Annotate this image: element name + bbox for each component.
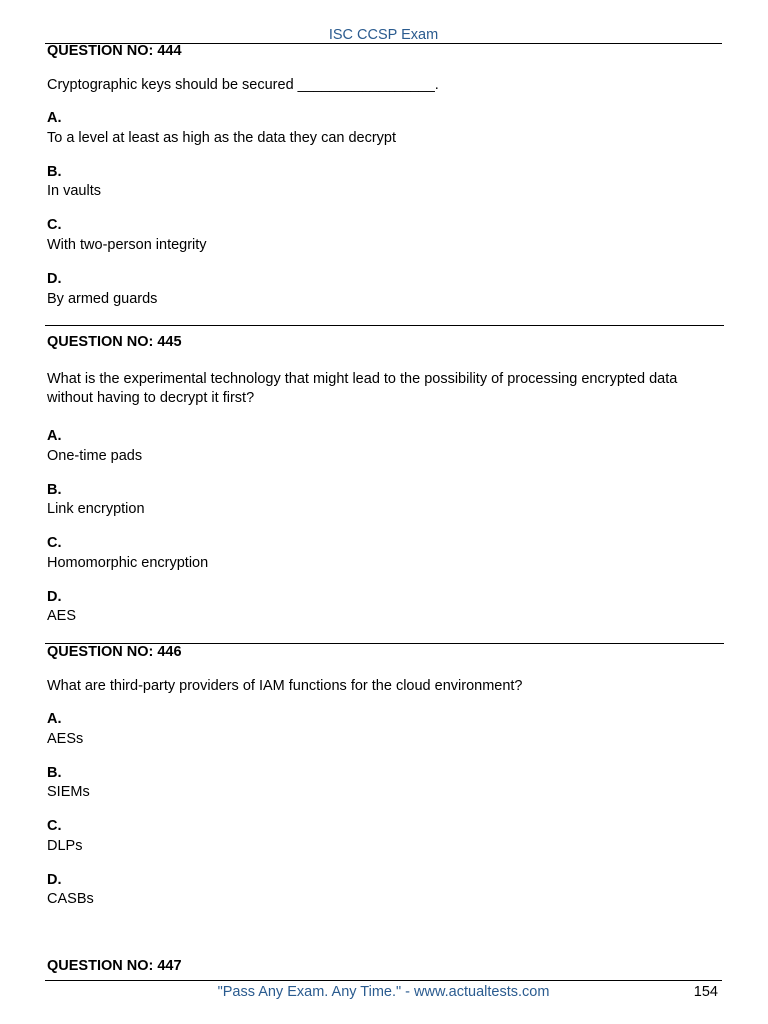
footer-divider	[45, 980, 722, 981]
question-444-option-b-letter: B.	[47, 164, 62, 180]
question-446-option-c-text: DLPs	[47, 838, 83, 854]
question-445-option-d-letter: D.	[47, 589, 62, 605]
question-447-heading: QUESTION NO: 447	[47, 958, 182, 974]
question-446-option-a-letter: A.	[47, 711, 62, 727]
question-446-option-d-letter: D.	[47, 872, 62, 888]
question-445-heading: QUESTION NO: 445	[47, 334, 182, 350]
question-444-heading: QUESTION NO: 444	[47, 43, 182, 59]
question-445-option-b-text: Link encryption	[47, 501, 145, 517]
question-445-text: What is the experimental technology that might lead to the possibility of processing encrypted data without having to decrypt it first?	[47, 371, 678, 406]
question-446-option-b-text: SIEMs	[47, 784, 90, 800]
question-445-option-c-text: Homomorphic encryption	[47, 555, 209, 571]
question-446-option-c-letter: C.	[47, 818, 62, 834]
question-444-text: Cryptographic keys should be secured _________________.	[47, 77, 439, 93]
question-444-option-d-text: By armed guards	[47, 291, 158, 307]
question-446-heading: QUESTION NO: 446	[47, 644, 182, 660]
question-446-text: What are third-party providers of IAM functions for the cloud environment?	[47, 678, 523, 694]
question-444-option-b-text: In vaults	[47, 183, 101, 199]
question-446-option-b-letter: B.	[47, 765, 62, 781]
question-444-option-a-letter: A.	[47, 110, 62, 126]
question-444-option-c-text: With two-person integrity	[47, 237, 207, 253]
page-header: ISC CCSP Exam	[45, 27, 722, 44]
question-445-option-c-letter: C.	[47, 535, 62, 551]
question-446-option-a-text: AESs	[47, 731, 84, 747]
question-446-option-d-text: CASBs	[47, 891, 94, 907]
question-445-option-b-letter: B.	[47, 482, 62, 498]
question-445-option-a-letter: A.	[47, 428, 62, 444]
question-444-option-d-letter: D.	[47, 271, 62, 287]
question-445-option-d-text: AES	[47, 608, 77, 624]
question-divider	[45, 325, 724, 326]
page-number: 154	[693, 984, 718, 1000]
footer-tagline: "Pass Any Exam. Any Time." - www.actualtests.com	[217, 984, 550, 1000]
question-444-option-a-text: To a level at least as high as the data they can decrypt	[47, 130, 397, 146]
question-444-option-c-letter: C.	[47, 217, 62, 233]
question-445-option-a-text: One-time pads	[47, 448, 143, 464]
